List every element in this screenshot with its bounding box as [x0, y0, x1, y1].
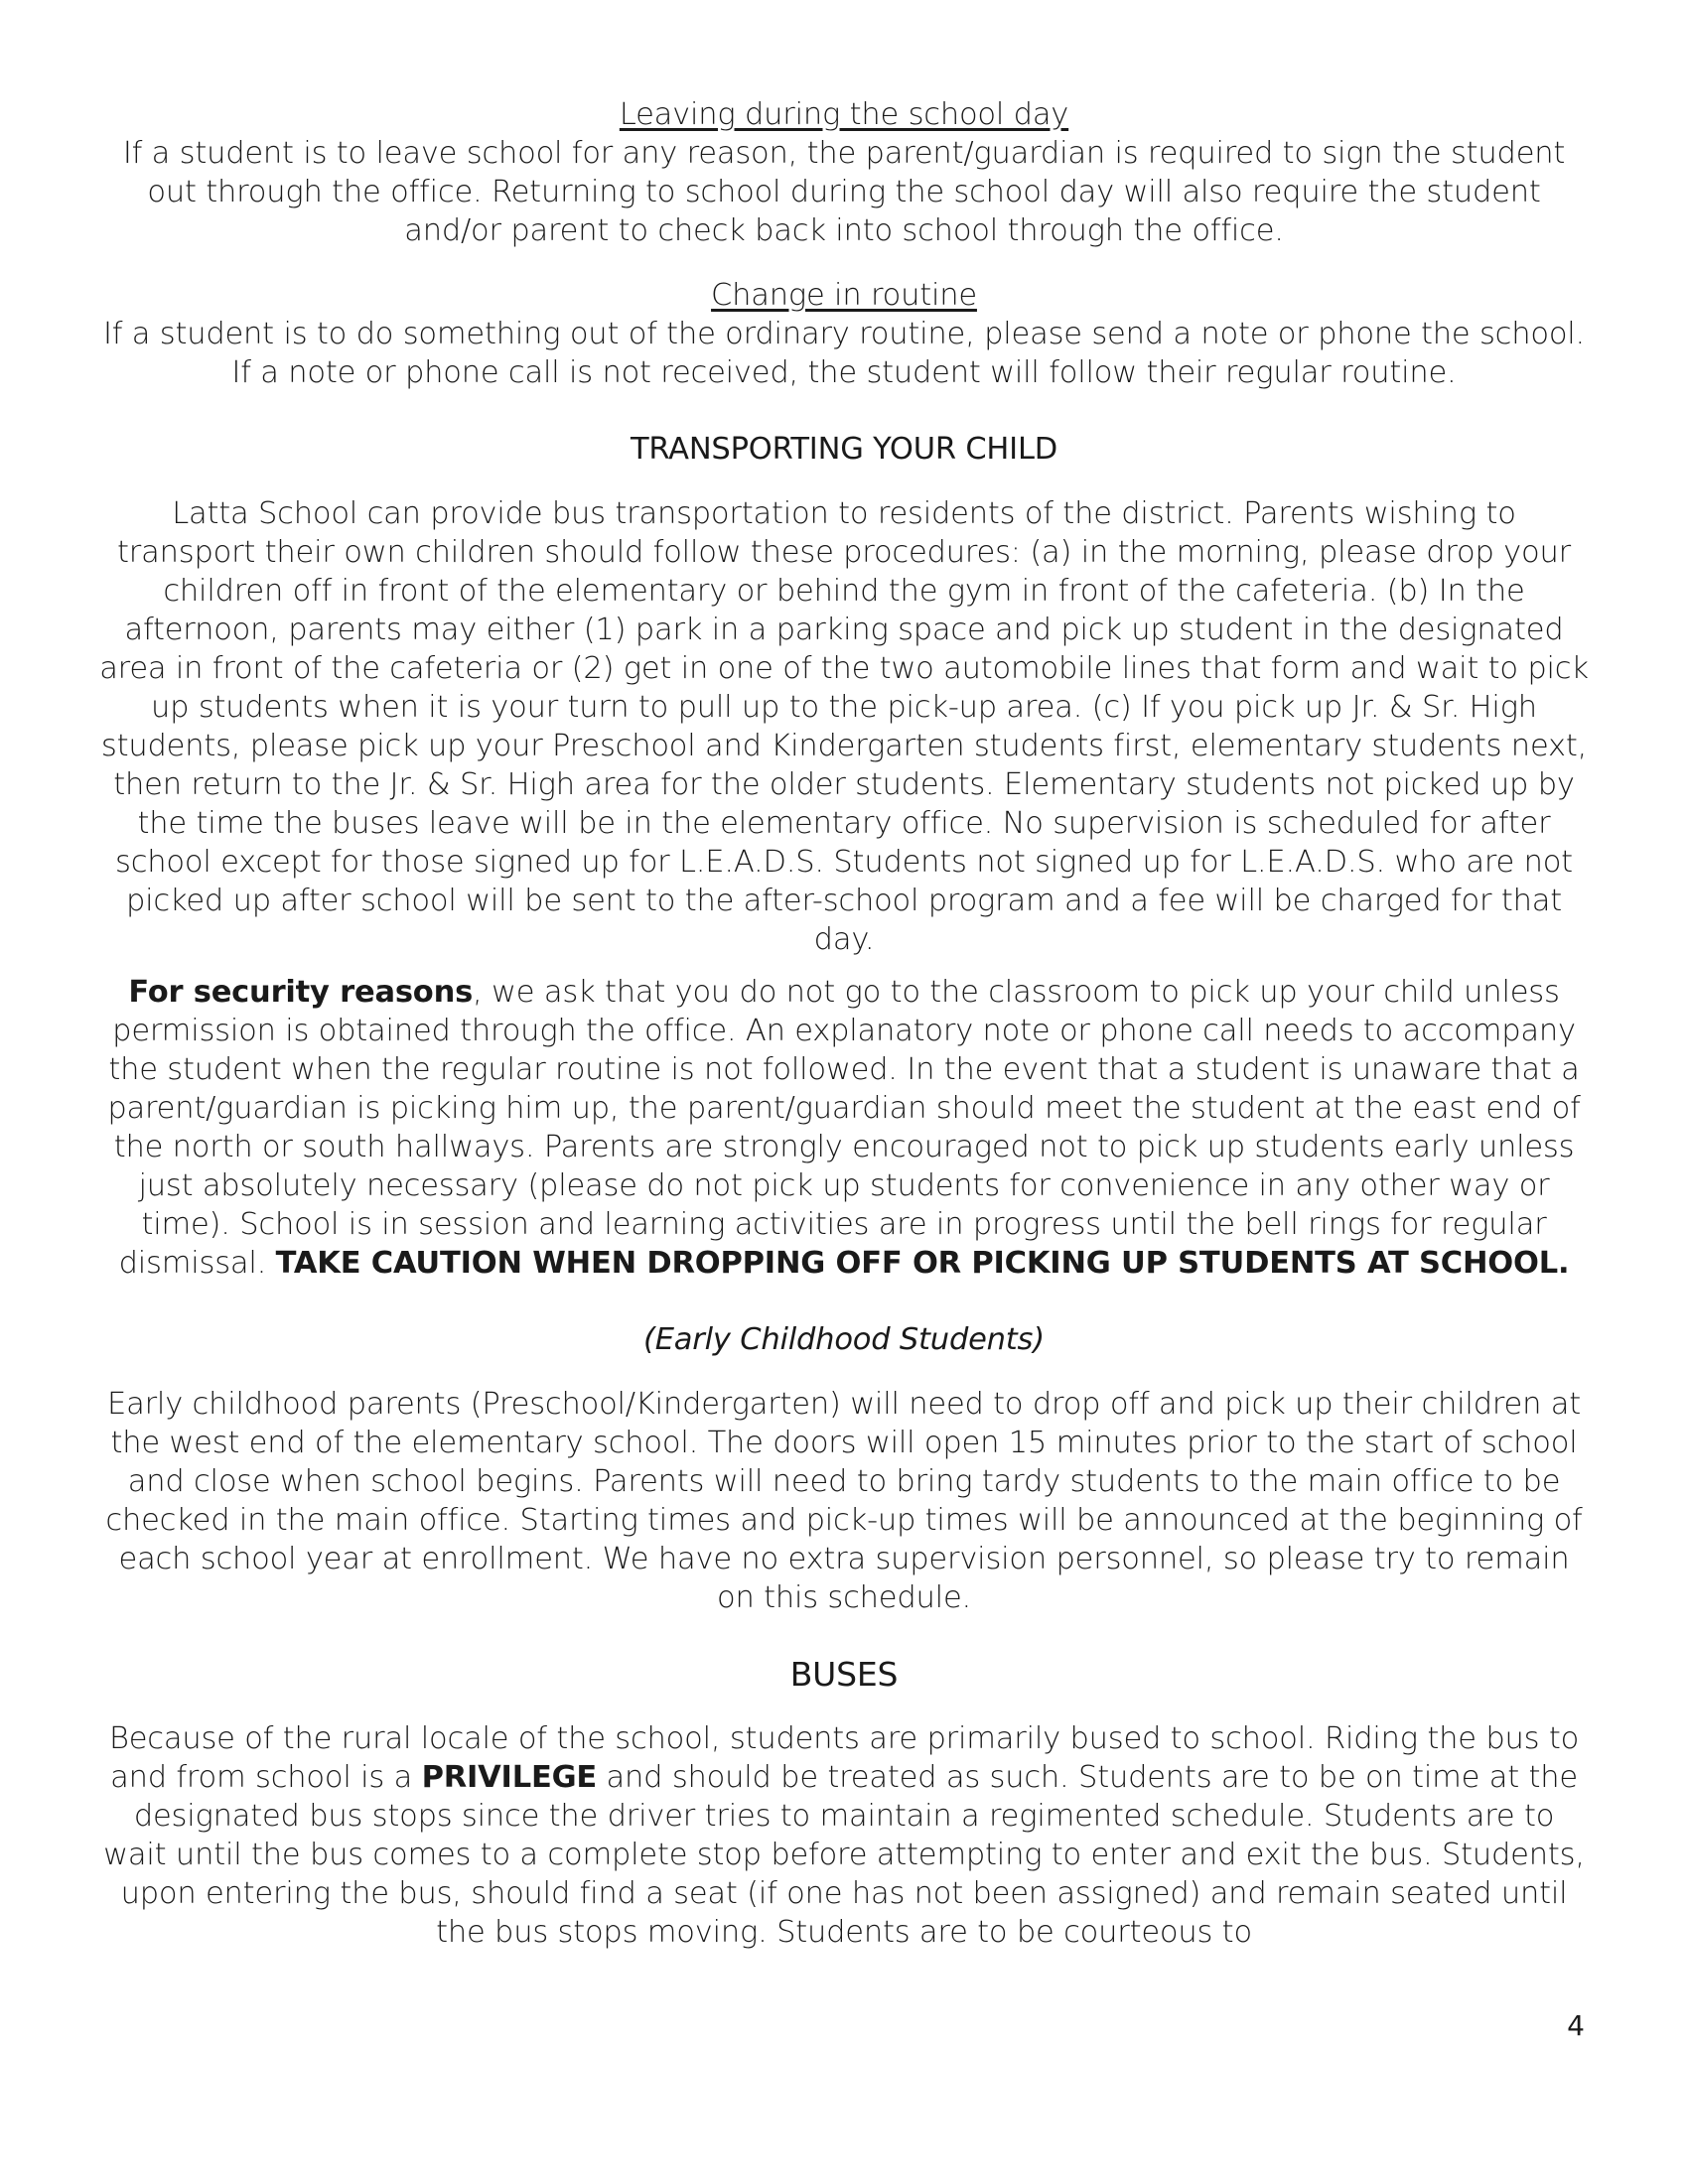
transporting-paragraph-2 [99, 973, 1589, 1283]
buses-heading: BUSES [789, 1655, 899, 1694]
transporting-paragraph-1: Latta School can provide bus transportation to residents of the district. Parents wishing to transport their own children should follow these procedures: (a) in the morning, please drop your children off in front of the elementary or behind the gym in front of the cafeteria. (b) In the afternoon, parents may either (1) park in a parking space and pick up student in the designated area in front of the cafeteria or (2) get in one of the two automobile lines that form and wait to pick up students when it is your turn to pull up to the pick-up area. (c) If you pick up Jr. & Sr. High students, please pick up your Preschool and Kindergarten students first, elementary students next, then return to the Jr. & Sr. High area for the older students. Elementary students not picked up by the time the buses leave will be in the elementary office. No supervision is scheduled for after school except for those signed up for L.E.A.D.S. Students not signed up for L.E.A.D.S. who are not picked up after school will be sent to the after-school program and a fee will be charged for that day. [99, 496, 1589, 957]
page-number: 4 [1567, 2009, 1585, 2042]
buses-text-b: and should be treated as such. Students are to be on time at the designated bus stops since the driver tries to maintain a regimented schedule. Students are to wait until the bus comes to a complete stop before attempting to enter and exit the bus. Students, upon entering the bus, should find a seat (if one has not been assigned) and remain seated until the bus stops moving. Students are to be courteous to [103, 1760, 1585, 1950]
transporting-heading: TRANSPORTING YOUR CHILD [630, 432, 1058, 467]
early-childhood-paragraph: Early childhood parents (Preschool/Kindergarten) will need to drop off and pick up their children at the west end of the elementary school. The doors will open 15 minutes prior to the start of school and close when school begins. Parents will need to bring tardy students to the main office to be checked in the main office. Starting times and pick-up times will be announced at the beginning of each school year at enrollment. We have no extra supervision personnel, so please try to remain on this schedule. [105, 1387, 1583, 1615]
change-paragraph: If a student is to do something out of the ordinary routine, please send a note or phone the school. If a note or phone call is not received, the student will follow their regular routine. [102, 317, 1586, 390]
leaving-heading: Leaving during the school day [619, 97, 1069, 132]
early-childhood-subheading: (Early Childhood Students) [643, 1322, 1045, 1357]
buses-text-a: Because of the rural locale of the school, students are primarily bused to school. Riding the bus to and from school is a [108, 1721, 1580, 1795]
privilege-text: PRIVILEGE [421, 1760, 598, 1795]
document-page [99, 95, 1589, 1952]
caution-text: TAKE CAUTION WHEN DROPPING OFF OR PICKING UP STUDENTS AT SCHOOL. [275, 1246, 1570, 1281]
change-heading: Change in routine [711, 278, 977, 313]
buses-paragraph [99, 1719, 1589, 1952]
security-body: , we ask that you do not go to the classroom to pick up your child unless permission is obtained through the office. An explanatory note or phone call needs to accompany the student when the regular routine is not followed. In the event that a student is unaware that a parent/guardian is picking him up, the parent/guardian should meet the student at the east end of the north or south hallways. Parents are strongly encouraged not to pick up students early unless just absolutely necessary (please do not pick up students for convenience in any other way or time). School is in session and learning activities are in progress until the bell rings for regular dismissal. [107, 975, 1581, 1281]
security-lead: For security reasons [128, 975, 474, 1010]
leaving-paragraph: If a student is to leave school for any reason, the parent/guardian is required to sign the student out through the office. Returning to school during the school day will also require the student and/or parent to check back into school through the office. [122, 136, 1566, 248]
